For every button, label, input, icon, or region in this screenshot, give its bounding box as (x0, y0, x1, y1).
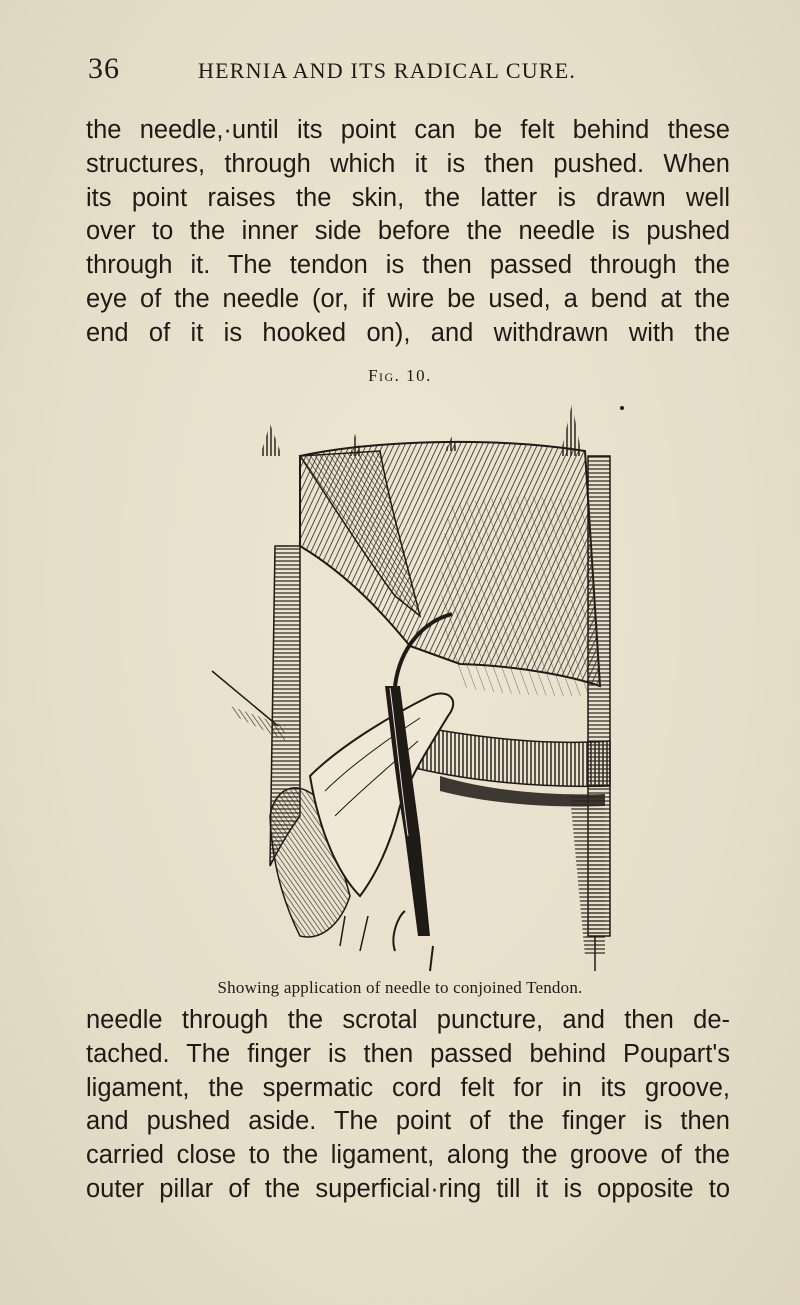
text-line: and pushed aside. The point of the finger is then (86, 1107, 730, 1136)
text-line: end of it is hooked on), and withdrawn with the (86, 318, 730, 347)
anatomical-illustration (190, 396, 630, 976)
text-line: the needle,·until its point can be felt behind these (86, 116, 730, 144)
page-number: 36 (88, 52, 120, 85)
text-line: carried close to the ligament, along the groove of the (86, 1141, 730, 1170)
text-line: over to the inner side before the needle is pushed (86, 217, 730, 246)
text-line: needle through the scrotal puncture, and then de- (86, 1006, 730, 1034)
text-line: outer pillar of the superficial·ring till it is opposite to (86, 1174, 730, 1203)
text-line: through it. The tendon is then passed through the (86, 251, 730, 280)
running-title: HERNIA AND ITS RADICAL CURE. (198, 58, 577, 83)
figure-caption: Showing application of needle to conjoined Tendon. (217, 978, 583, 997)
text-line: eye of the needle (or, if wire be used, a bend at the (86, 284, 730, 313)
text-line: structures, through which it is then pushed. When (86, 149, 730, 178)
text-line: tached. The finger is then passed behind Poupart's (86, 1039, 730, 1068)
text-line: its point raises the skin, the latter is drawn well (86, 183, 730, 212)
running-head (88, 52, 728, 92)
text-line: ligament, the spermatic cord felt for in its groove, (86, 1073, 730, 1102)
figure-label: Fig. 10. (368, 366, 432, 385)
paragraph-top (86, 114, 730, 351)
paragraph-bottom (86, 1004, 730, 1207)
